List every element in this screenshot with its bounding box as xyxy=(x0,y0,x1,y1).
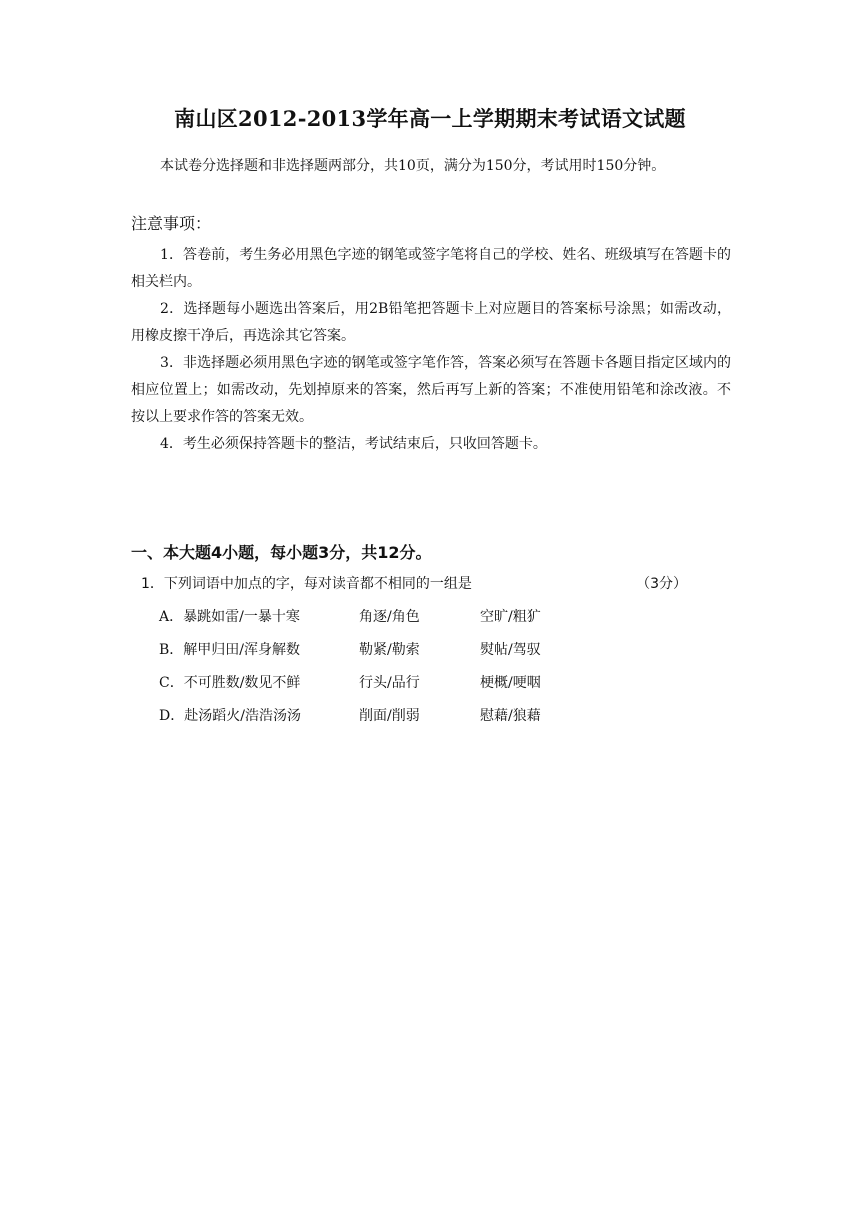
question-points: （3分） xyxy=(636,576,687,592)
notice-item: 3．非选择题必须用黑色字迹的钢笔或签字笔作答，答案必须写在答题卡各题目指定区域内的相应位置上；如需改动，先划掉原来的答案，然后再写上新的答案；不准使用铅笔和涂改液。不按以上要求作答的答案无效。 xyxy=(131,355,731,425)
question-1 xyxy=(141,573,701,593)
option-term: 行头/品行 xyxy=(359,675,420,691)
option-term: B．解甲归田/浑身解数 xyxy=(159,642,301,658)
option-term: 空旷/粗犷 xyxy=(480,609,541,625)
notice-item: 2．选择题每小题选出答案后，用2B铅笔把答题卡上对应题目的答案标号涂黑；如需改动，用橡皮擦干净后，再选涂其它答案。 xyxy=(131,301,731,344)
option-term: A．暴跳如雷/一暴十寒 xyxy=(159,609,300,625)
option-term: 梗概/哽咽 xyxy=(480,675,541,691)
notice-heading: 注意事项： xyxy=(131,214,212,233)
exam-title: 南山区2012-2013学年高一上学期期末考试语文试题 xyxy=(174,106,686,131)
notice-list xyxy=(131,242,731,458)
option-term: 勒紧/勒索 xyxy=(359,642,420,658)
section-heading: 一、本大题4小题，每小题3分，共12分。 xyxy=(131,543,432,562)
option-term: 熨帖/驾驭 xyxy=(480,642,541,658)
option-term: 慰藉/狼藉 xyxy=(480,708,541,724)
exam-intro: 本试卷分选择题和非选择题两部分，共10页，满分为150分，考试用时150分钟。 xyxy=(160,158,666,174)
notice-item: 4．考生必须保持答题卡的整洁，考试结束后，只收回答题卡。 xyxy=(160,436,547,452)
option-term: C．不可胜数/数见不鲜 xyxy=(159,675,301,691)
question-stem: 1．下列词语中加点的字，每对读音都不相同的一组是 xyxy=(141,576,472,592)
notice-item: 1．答卷前，考生务必用黑色字迹的钢笔或签字笔将自己的学校、姓名、班级填写在答题卡的相关栏内。 xyxy=(131,247,731,290)
option-term: D．赴汤蹈火/浩浩汤汤 xyxy=(159,708,301,724)
option-term: 削面/削弱 xyxy=(359,708,420,724)
option-term: 角逐/角色 xyxy=(359,609,420,625)
